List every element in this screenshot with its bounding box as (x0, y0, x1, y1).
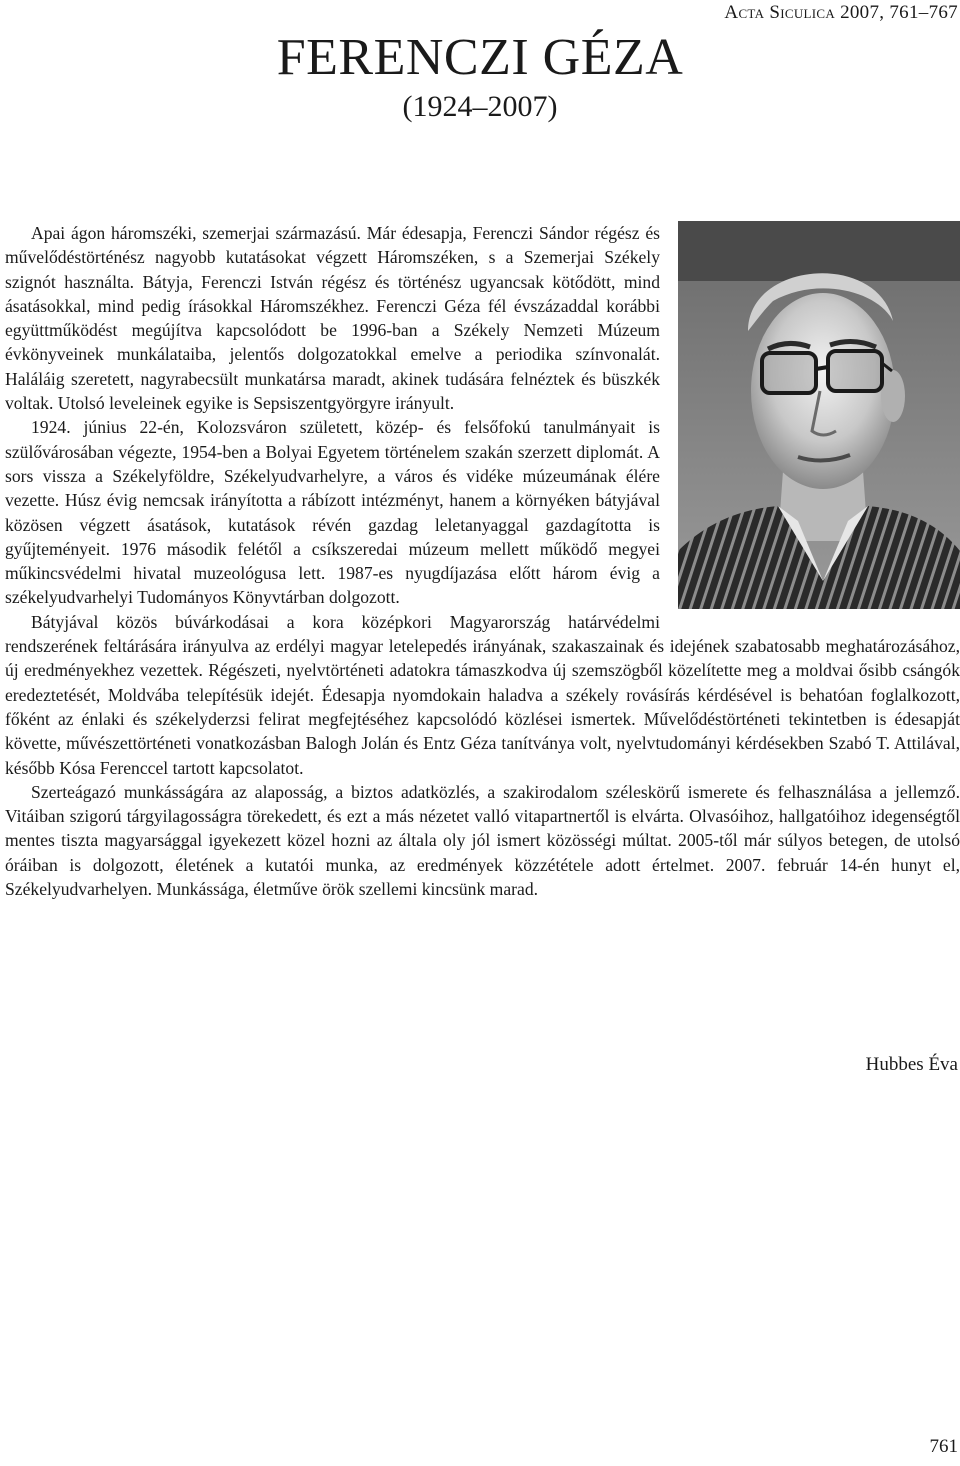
author-signature: Hubbes Éva (865, 1054, 958, 1075)
paragraph-intro: Apai ágon háromszéki, szemerjai származású. Már édesapja, Ferenczi Sándor régész és művelődéstörténész nagyobb kutatásokat végzett Háromszéken, s a Szemerjai Székely szignót használta. Bátyja, Ferenczi István régész és történész ugyancsak kötődött, mind ásatásokkal, mind pedig írásokkal Háromszékhez. Ferenczi Géza fél évszázaddal korábbi együttműködést megújítva kapcsolódott be 1996-ban a Székely Nemzeti Múzeum évkönyveinek munkálataiba, jelentős dolgozatokkal emelve a periodika színvonalát. Haláláig szeretett, nagyrabecsült munkatársa maradt, akinek tudására felnéztek és büszkék voltak. Utolsó leveleinek egyike is Sepsiszentgyörgyre irányult. (5, 223, 660, 414)
article-years: (1924–2007) (402, 90, 558, 123)
running-head: Acta Siculica 2007, 761–767 (724, 2, 958, 23)
paragraph-research: Bátyjával közös búvárkodásai a kora középkori Magyarország határvédelmi rendszerének feltárására irányulva az erdélyi magyar letelepedés irányának, szakaszainak és idejének szabatosabb meghatározásához, új eredményekhez vezettek. Régészeti, nyelvtörténeti adatokra támaszkodva új szemszögből közelítette meg a moldvai ősibb csángók eredeztetését, Moldvába telepítésük idejét. Édesapja nyomdokain haladva a székely rovásírás kérdésével is behatóan foglalkozott, főként az énlaki és székelyderzsi felirat megfejtéséhez kapcsolódó közlései ismertek. Művelődéstörténeti tekintetben is édesapját követte, művészettörténeti vonatkozásban Balogh Jolán és Entz Géza tanítványa volt, nyelvtudományi kérdésekben Szabó T. Attilával, később Kósa Ferenccel tartott kapcsolatot. (5, 611, 960, 778)
paragraph-biography: 1924. június 22-én, Kolozsváron született, közép- és felsőfokú tanulmányait is szülővárosában végezte, 1954-ben a Bolyai Egyetem történelem szakán szerzett diplomát. A sors vissza a Székelyföldre, Székelyudvarhelyre, a város és vidéke múzeumának élére vezette. Húsz évig nemcsak irányította a rábízott intézményt, hanem a környéken bátyjával közösen végzett ásatások, kutatások révén gazdag leletanyaggal gazdagította is gyűjteményeit. 1976 második felétől a csíkszeredai múzeum mellett működő megyei műkincsvédelmi hivatal muzeológusa lett. 1987-es nyugdíjazása előtt három évig a székelyudvarhelyi Tudományos Könyvtárban dolgozott. (5, 417, 660, 608)
portrait-spacer (678, 221, 960, 613)
article-title: FERENCZI GÉZA (276, 29, 684, 86)
article-body (5, 221, 960, 901)
article-header (240, 28, 720, 124)
page-number: 761 (929, 1436, 958, 1457)
paragraph-legacy: Szerteágazó munkásságára az alaposság, a biztos adatközlés, a szakirodalom széleskörű ismerete és felhasználása a jellemző. Vitáiban szigorú tárgyilagosságra törekedett, és ezt a más nézetet valló vitapartnertől is elvárta. Olvasóihoz, hallgatóihoz idegenségtől mentes tiszta magyarsággal igyekezett közel hozni az általa oly jól ismert közösségi múltat. 2005-től már súlyos betegen, de utolsó óráiban is dolgozott, életének a kutatói munka, az eredmények közzététele adott értelmet. 2007. február 14-én hunyt el, Székelyudvarhelyen. Munkássága, életműve örök szellemi kincsünk marad. (5, 781, 960, 900)
